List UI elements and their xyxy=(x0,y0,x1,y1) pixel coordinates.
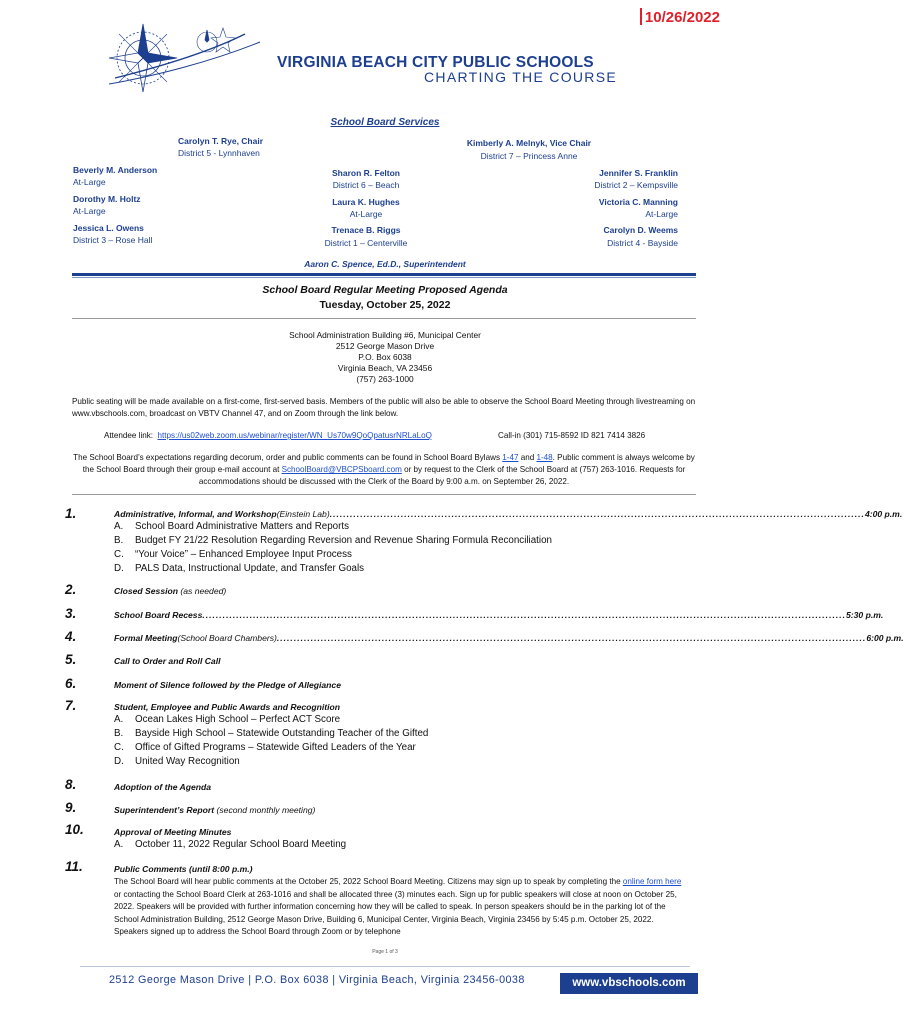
document-date: 10/26/2022 xyxy=(640,8,720,26)
agenda-item: Administrative, Informal, and Workshop (Einstein Lab) .............................................................................................................................................................. 4:00 p.m. xyxy=(114,509,903,519)
attendee-line: Attendee link: https://us02web.zoom.us/webinar/register/WN_Us70w9QoQpatusrNRLaLoQ Call-in (301) 715-8592 ID 821 7414 3826 xyxy=(104,431,646,440)
zoom-link[interactable]: https://us02web.zoom.us/webinar/register/WN_Us70w9QoQpatusrNRLaLoQ xyxy=(157,431,432,440)
agenda-number: 9. xyxy=(65,800,77,815)
agenda-subitem: A. October 11, 2022 Regular School Board Meeting xyxy=(114,839,347,850)
superintendent: Aaron C. Spence, Ed.D., Superintendent xyxy=(304,259,466,269)
agenda-number: 10. xyxy=(65,822,84,837)
callin-info: Call-in (301) 715-8592 ID 821 7414 3826 xyxy=(498,431,646,440)
agenda-subitem: B. Budget FY 21/22 Resolution Regarding Reversion and Revenue Sharing Formula Reconciliation xyxy=(114,535,552,546)
vice-chair-name: Kimberly A. Melnyk, Vice Chair xyxy=(466,138,592,148)
agenda-subitem: A. Ocean Lakes High School – Perfect ACT Score xyxy=(114,714,341,725)
member-name: Victoria C. Manning xyxy=(598,197,678,207)
meeting-date: Tuesday, October 25, 2022 xyxy=(319,299,451,311)
agenda-item: Student, Employee and Public Awards and Recognition xyxy=(114,702,341,712)
compass-logo-icon xyxy=(95,20,275,105)
chair-name: Carolyn T. Rye, Chair xyxy=(178,136,264,146)
member-name: Carolyn D. Weems xyxy=(603,225,678,235)
agenda-subitem: D. United Way Recognition xyxy=(114,756,240,767)
member-name: Jennifer S. Franklin xyxy=(599,168,678,178)
agenda-item: Public Comments (until 8:00 p.m.) xyxy=(114,864,253,874)
footer-address: 2512 George Mason Drive | P.O. Box 6038 | Virginia Beach, Virginia 23456-0038 xyxy=(109,974,525,986)
agenda-item: Superintendent’s Report (second monthly meeting) xyxy=(114,805,316,815)
seating-note: Public seating will be made available on a first-come, first-served basis. Members of the public will also be able to observe the School Board Meeting through livestreaming on www.vbschools.com, broadcast on VBTV Channel 47, and on Zoom through the link below. xyxy=(72,397,696,418)
services-title: School Board Services xyxy=(330,117,440,128)
vice-chair-district: District 7 – Princess Anne xyxy=(480,151,578,161)
agenda-subitem: D. PALS Data, Instructional Update, and Transfer Goals xyxy=(114,563,365,574)
member-name: Sharon R. Felton xyxy=(332,168,400,178)
member-district: District 1 – Centerville xyxy=(324,238,408,248)
footer-website[interactable]: www.vbschools.com xyxy=(560,973,698,994)
expectations-note: The School Board’s expectations regarding decorum, order and public comments can be found in School Board Bylaws 1-47 and 1-48. Public comment is always welcome by the School Board through their group e-mail account at SchoolBoard@VBCPSboard.com or by request to the Clerk of the School Board at (757) 263-1016. Requests for accommodations should be discussed with the Clerk of the Board by 9:00 a.m. on September 26, 2022. xyxy=(73,453,695,486)
agenda-item: Formal Meeting (School Board Chambers) .............................................................................................................................................................................. 6:00 p.m. xyxy=(114,633,904,643)
meeting-address: School Administration Building #6, Municipal Center 2512 George Mason Drive P.O. Box 6038 Virginia Beach, VA 23456 (757) 263-1000 xyxy=(289,330,481,384)
member-district: At-Large xyxy=(349,209,383,219)
bylaw-link[interactable]: 1-48 xyxy=(536,453,553,462)
org-name: VIRGINIA BEACH CITY PUBLIC SCHOOLS xyxy=(277,54,594,71)
member-district: District 2 – Kempsville xyxy=(594,180,678,190)
divider xyxy=(72,494,696,495)
agenda-item: Closed Session (as needed) xyxy=(114,586,227,596)
member-name: Dorothy M. Holtz xyxy=(73,194,141,204)
member-district: District 4 - Bayside xyxy=(607,238,678,248)
chair-district: District 5 - Lynnhaven xyxy=(178,148,260,158)
agenda-subitem: C. Office of Gifted Programs – Statewide Gifted Leaders of the Year xyxy=(114,742,416,753)
public-comments-body: The School Board will hear public comments at the October 25, 2022 School Board Meeting. Citizens may sign up to speak by completing the online form here or contacting the School Board Clerk at 263-1016 and shall be allocated three (3) minutes each. Sign up for public speakers will close at noon on October 25, 2022. Speakers will be provided with further information concerning how they will be called to speak. In person speakers should be in the parking lot of the School Administration Building, 2512 George Mason Drive, Building 6, Municipal Center, Virginia Beach, Virginia 23456 by 5:45 p.m. October 25, 2022. Speakers signed up to address the School Board through Zoom or by telephone xyxy=(114,877,682,937)
member-district: District 3 – Rose Hall xyxy=(73,235,153,245)
member-name: Laura K. Hughes xyxy=(332,197,400,207)
agenda-item: Call to Order and Roll Call xyxy=(114,656,221,666)
agenda-number: 2. xyxy=(65,582,77,597)
footer-divider xyxy=(80,966,690,967)
member-district: At-Large xyxy=(645,209,678,219)
agenda-number: 5. xyxy=(65,652,77,667)
agenda-subitem: C. “Your Voice” – Enhanced Employee Input Process xyxy=(114,549,352,560)
member-name: Beverly M. Anderson xyxy=(73,165,158,175)
divider xyxy=(72,277,696,278)
email-link[interactable]: SchoolBoard@VBCPSboard.com xyxy=(281,465,402,474)
agenda-item: Approval of Meeting Minutes xyxy=(114,827,232,837)
member-district: At-Large xyxy=(73,206,106,216)
agenda-item: Adoption of the Agenda xyxy=(114,782,212,792)
member-name: Trenace B. Riggs xyxy=(331,225,401,235)
divider xyxy=(72,318,696,319)
online-form-link[interactable]: online form here xyxy=(622,877,682,886)
agenda-subitem: A. School Board Administrative Matters and Reports xyxy=(114,521,350,532)
member-district: District 6 – Beach xyxy=(332,180,400,190)
member-name: Jessica L. Owens xyxy=(73,223,144,233)
agenda-item: Moment of Silence followed by the Pledge of Allegiance xyxy=(114,680,341,690)
agenda-number: 3. xyxy=(65,606,77,621)
agenda-number: 4. xyxy=(65,629,77,644)
agenda-number: 7. xyxy=(65,698,77,713)
agenda-subitem: B. Bayside High School – Statewide Outstanding Teacher of the Gifted xyxy=(114,728,429,739)
agenda-number: 8. xyxy=(65,777,77,792)
agenda-number: 6. xyxy=(65,676,77,691)
agenda-number: 1. xyxy=(65,506,77,521)
bylaw-link[interactable]: 1-47 xyxy=(502,453,519,462)
member-district: At-Large xyxy=(73,177,106,187)
page-number: Page 1 of 3 xyxy=(372,949,398,955)
divider xyxy=(72,273,696,276)
agenda-title: School Board Regular Meeting Proposed Agenda xyxy=(262,284,508,296)
org-tagline: CHARTING THE COURSE xyxy=(424,69,617,85)
agenda-item: School Board Recess .............................................................................................................................................................................................. 5:30 p.m. xyxy=(114,610,884,620)
agenda-number: 11. xyxy=(65,859,83,874)
